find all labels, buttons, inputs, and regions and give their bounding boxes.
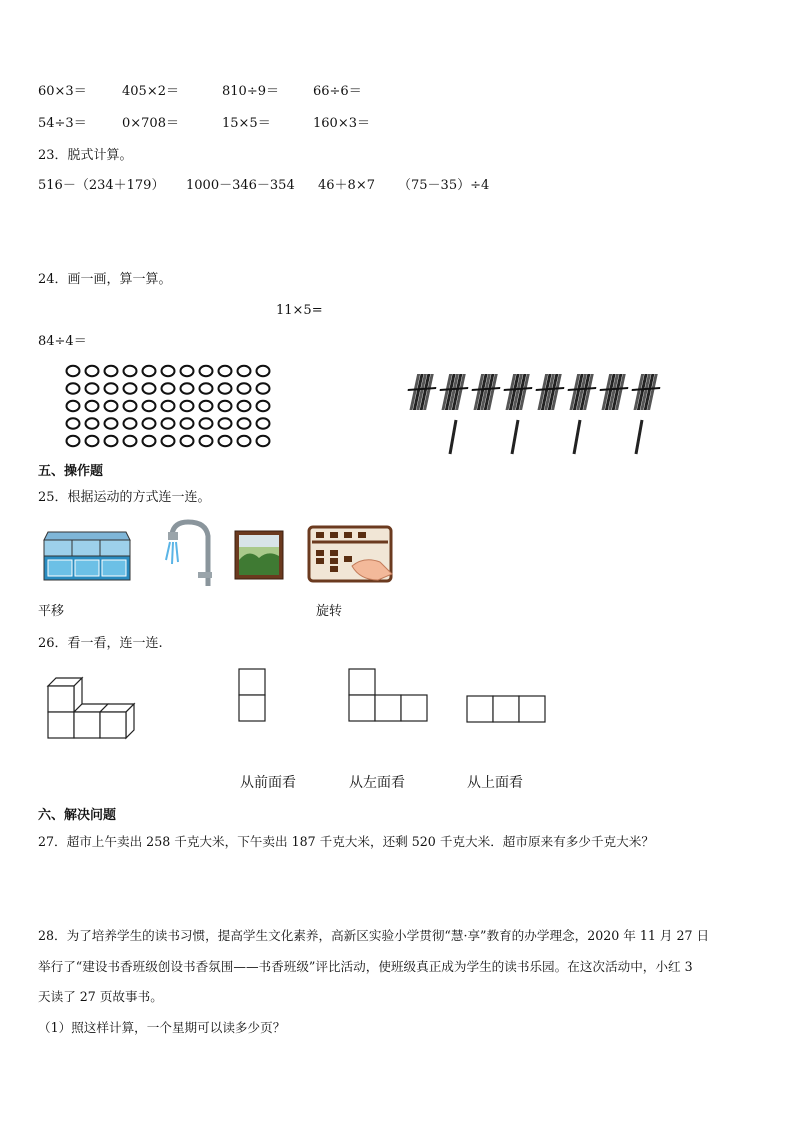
circle-mark — [143, 383, 156, 393]
drawer-cabinet-picture — [42, 526, 132, 586]
single-stick — [450, 420, 456, 454]
expression: 1000－346－354 — [186, 178, 295, 193]
view-label-left: 从左面看 — [349, 775, 405, 791]
circle-mark — [162, 383, 175, 393]
water-faucet-picture — [160, 520, 220, 590]
circle-mark — [124, 436, 137, 446]
cube-stack-figure — [48, 678, 148, 750]
oral-item: 810÷9＝ — [222, 84, 279, 99]
circle-mark — [200, 418, 213, 428]
circle-mark — [238, 401, 251, 411]
single-stick — [574, 420, 580, 454]
circle-mark — [124, 383, 137, 393]
circle-mark — [219, 401, 232, 411]
circle-mark — [219, 383, 232, 393]
equation-right: 11×5= — [276, 303, 323, 318]
view-two-stacked — [239, 669, 269, 723]
circle-mark — [124, 418, 137, 428]
circle-mark — [219, 436, 232, 446]
circle-mark — [162, 436, 175, 446]
stick-bundle — [467, 374, 503, 410]
circle-mark — [257, 366, 270, 376]
circle-mark — [162, 418, 175, 428]
circle-mark — [238, 383, 251, 393]
question-28-line: 天读了 27 页故事书。 — [38, 989, 163, 1004]
circle-mark — [143, 366, 156, 376]
circle-mark — [86, 383, 99, 393]
circle-mark — [86, 366, 99, 376]
oral-item: 160×3＝ — [313, 116, 370, 131]
circle-mark — [67, 401, 80, 411]
circle-mark — [181, 418, 194, 428]
circle-mark — [200, 366, 213, 376]
circle-mark — [181, 366, 194, 376]
question-28-sub1: （1）照这样计算，一个星期可以读多少页？ — [38, 1020, 286, 1035]
oral-item: 405×2＝ — [122, 84, 179, 99]
oral-item: 60×3＝ — [38, 84, 87, 99]
stick-bundle — [627, 374, 663, 410]
circle-mark — [219, 366, 232, 376]
equation-left: 84÷4＝ — [38, 334, 87, 349]
circle-mark — [181, 383, 194, 393]
circle-mark — [105, 436, 118, 446]
stick-bundle — [595, 374, 631, 410]
circle-mark — [105, 401, 118, 411]
view-label-front: 从前面看 — [240, 775, 296, 791]
circle-mark — [238, 366, 251, 376]
abacus-picture — [308, 526, 392, 582]
expression: 46＋8×7 — [318, 178, 375, 193]
view-label-top: 从上面看 — [467, 775, 523, 791]
circle-mark — [181, 436, 194, 446]
circle-mark — [105, 383, 118, 393]
question-28-line: 28．为了培养学生的读书习惯，提高学生文化素养，高新区实验小学贯彻“慧·享”教育的办学理念，2020 年 11 月 27 日 — [38, 928, 710, 943]
circle-mark — [200, 401, 213, 411]
stick-bundle — [499, 374, 535, 410]
circle-mark — [257, 436, 270, 446]
stick-bundles-figure — [410, 370, 680, 460]
oral-item: 15×5＝ — [222, 116, 271, 131]
question-24-title: 24．画一画，算一算。 — [38, 272, 172, 287]
label-rotation: 旋转 — [316, 604, 343, 619]
question-27: 27．超市上午卖出 258 千克大米，下午卖出 187 千克大米，还剩 520 千克大米．超市原来有多少千克大米？ — [38, 834, 654, 849]
single-stick — [512, 420, 518, 454]
section-heading: 五、操作题 — [38, 464, 104, 479]
question-28-line: 举行了“建设书香班级创设书香氛围——书香班级”评比活动，使班级真正成为学生的读书乐园。在这次活动中，小红 3 — [38, 959, 693, 974]
circle-mark — [200, 383, 213, 393]
oral-item: 0×708＝ — [122, 116, 179, 131]
circle-mark — [67, 383, 80, 393]
circle-grid — [64, 362, 284, 454]
section-heading: 六、解决问题 — [38, 808, 117, 823]
circle-mark — [124, 401, 137, 411]
circle-mark — [238, 436, 251, 446]
question-26-title: 26．看一看，连一连. — [38, 636, 163, 651]
circle-mark — [181, 401, 194, 411]
expression: 516－（234＋179） — [38, 178, 165, 193]
label-translation: 平移 — [38, 604, 65, 619]
stick-bundle — [403, 374, 439, 410]
circle-mark — [143, 436, 156, 446]
expression: （75－35）÷4 — [398, 178, 490, 193]
stick-bundle — [563, 374, 599, 410]
circle-mark — [257, 401, 270, 411]
view-l-shape — [349, 669, 431, 723]
circle-mark — [219, 418, 232, 428]
view-three-in-row — [467, 696, 549, 726]
circle-mark — [105, 418, 118, 428]
circle-mark — [124, 366, 137, 376]
stick-bundle — [435, 374, 471, 410]
circle-mark — [162, 401, 175, 411]
circle-mark — [238, 418, 251, 428]
oral-item: 54÷3＝ — [38, 116, 87, 131]
circle-mark — [257, 383, 270, 393]
circle-mark — [257, 418, 270, 428]
circle-mark — [86, 418, 99, 428]
circle-mark — [86, 401, 99, 411]
stick-bundle — [531, 374, 567, 410]
picture-frame-picture — [234, 530, 284, 580]
single-stick — [636, 420, 642, 454]
circle-mark — [143, 401, 156, 411]
circle-mark — [67, 366, 80, 376]
circle-mark — [67, 436, 80, 446]
circle-mark — [143, 418, 156, 428]
circle-mark — [105, 366, 118, 376]
circle-mark — [67, 418, 80, 428]
question-23-title: 23．脱式计算。 — [38, 148, 133, 163]
circle-mark — [162, 366, 175, 376]
question-25-title: 25．根据运动的方式连一连。 — [38, 490, 211, 505]
oral-item: 66÷6＝ — [313, 84, 362, 99]
circle-mark — [200, 436, 213, 446]
circle-mark — [86, 436, 99, 446]
